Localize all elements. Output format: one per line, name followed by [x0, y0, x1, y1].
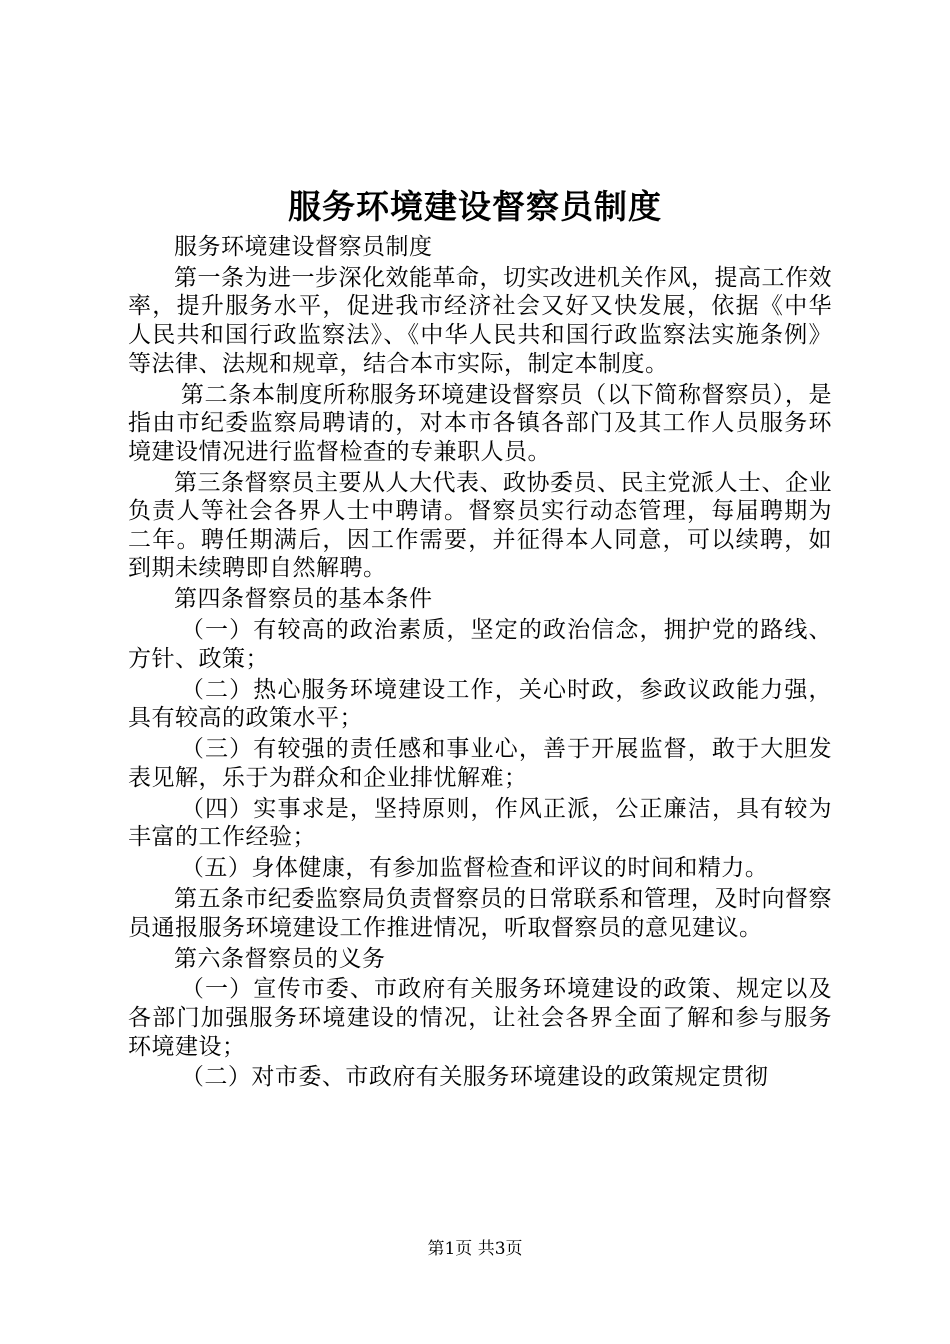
paragraph: 第三条督察员主要从人大代表、政协委员、民主党派人士、企业负责人等社会各界人士中聘请。督察员实行动态管理，每届聘期为二年。聘任期满后，因工作需要，并征得本人同意，可以续聘，如到期未续聘即自然解聘。 [128, 469, 832, 582]
paragraph: 第五条市纪委监察局负责督察员的日常联系和管理，及时向督察员通报服务环境建设工作推进情况，听取督察员的意见建议。 [128, 886, 832, 941]
list-item: （四）实事求是，坚持原则，作风正派，公正廉洁，具有较为丰富的工作经验； [128, 795, 832, 851]
list-item: （一）宣传市委、市政府有关服务环境建设的政策、规定以及各部门加强服务环境建设的情况，让社会各界全面了解和参与服务环境建设； [128, 976, 832, 1060]
paragraph: 第二条本制度所称服务环境建设督察员（以下简称督察员），是指由市纪委监察局聘请的，对本市各镇各部门及其工作人员服务环境建设情况进行监督检查的专兼职人员。 [128, 381, 832, 465]
paragraph: 第一条为进一步深化效能革命，切实改进机关作风，提高工作效率，提升服务水平，促进我市经济社会又好又快发展，依据《中华人民共和国行政监察法》、《中华人民共和国行政监察法实施条例》等法律、法规和规章，结合本市实际，制定本制度。 [128, 264, 832, 377]
list-item: （二）热心服务环境建设工作，关心时政，参政议政能力强，具有较高的政策水平； [128, 676, 832, 732]
paragraph: 第四条督察员的基本条件 [174, 586, 433, 613]
list-item: （一）有较高的政治素质，坚定的政治信念，拥护党的路线、方针、政策； [128, 617, 832, 672]
document-title: 服务环境建设督察员制度 [288, 187, 662, 226]
paragraph: 第六条督察员的义务 [174, 945, 386, 972]
document-body [128, 233, 832, 1094]
page-number-footer: 第1页 共3页 [427, 1239, 523, 1259]
list-item: （二）对市委、市政府有关服务环境建设的政策规定贯彻 [180, 1064, 769, 1091]
list-item: （三）有较强的责任感和事业心，善于开展监督，敢于大胆发表见解，乐于为群众和企业排忧解难； [128, 736, 832, 791]
list-item: （五）身体健康，有参加监督检查和评议的时间和精力。 [180, 855, 769, 882]
paragraph: 服务环境建设督察员制度 [174, 234, 433, 260]
